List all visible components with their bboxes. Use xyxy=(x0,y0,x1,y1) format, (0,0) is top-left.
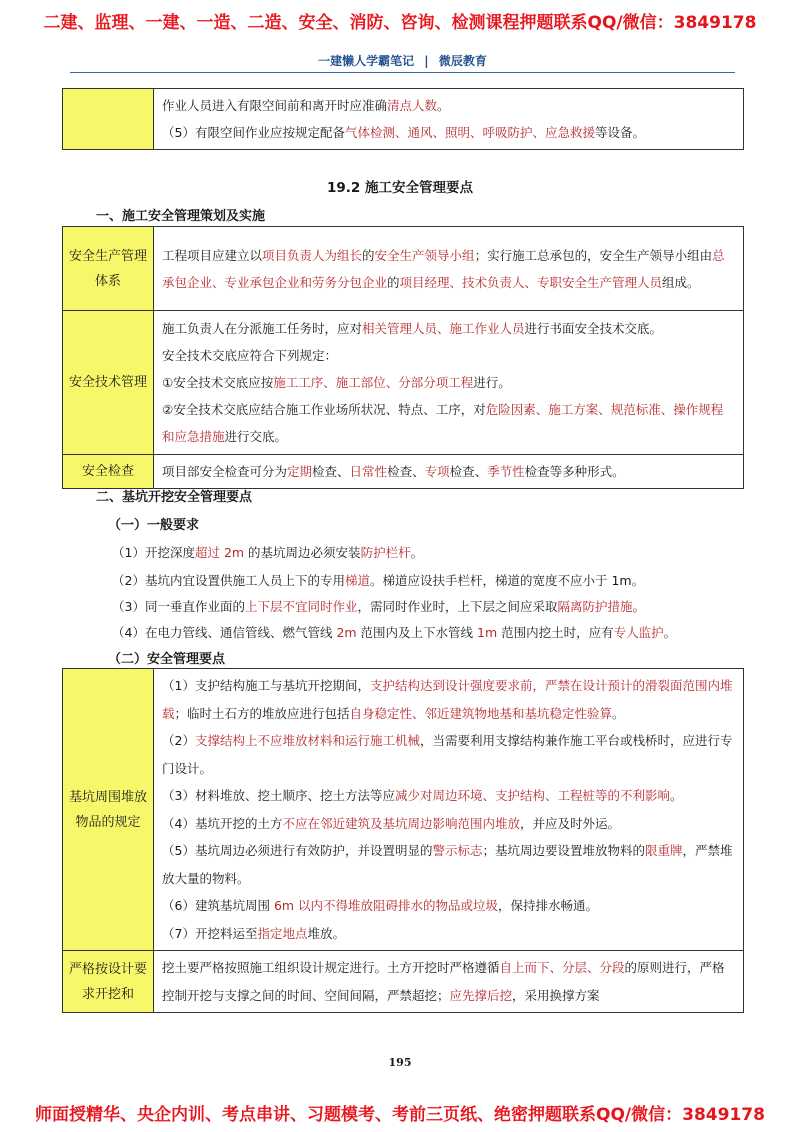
highlight-run: 专项 xyxy=(424,464,450,479)
text-run: ②安全技术交底应结合施工作业场所状况、特点、工序，对 xyxy=(162,402,486,417)
highlight-run: 项目负责人为组长 xyxy=(262,247,363,263)
general-item-2 xyxy=(112,571,644,589)
text-run: 作业人员进入有限空间前和离开时应准确 xyxy=(162,98,388,113)
category-cell: 严格按设计要求开挖和 xyxy=(63,951,154,1013)
highlight-run: 施工工序、施工部位、分部分项工程 xyxy=(273,375,474,390)
list-item xyxy=(162,727,735,782)
list-item xyxy=(162,315,735,342)
continuation-table xyxy=(62,88,744,150)
highlight-run: 支撑结构上不应堆放材料和运行施工机械 xyxy=(194,733,420,748)
general-item-4 xyxy=(112,623,676,641)
text-run: （2） xyxy=(162,733,195,748)
text-run: （3）材料堆放、挖土顺序、挖土方法等应 xyxy=(162,788,395,803)
highlight-run: 不应在邻近建筑及基坑周边影响范围内堆放 xyxy=(282,815,520,831)
text-run: 范围内及上下水管线 xyxy=(356,625,478,640)
text-run: （2）基坑内宜设置供施工人员上下的专用 xyxy=(112,573,345,588)
highlight-run: 警示标志 xyxy=(432,843,483,858)
text-run: 。 xyxy=(663,625,677,640)
highlight-run: 自上而下、分层、分段 xyxy=(499,960,625,975)
text-run: ，当需要利用支撑结构兼作施工平台或栈桥时，应进行专门设计。 xyxy=(162,733,733,776)
text-run: ，需同时作业时，上下层之间应采取 xyxy=(357,599,558,614)
bottom-banner: 师面授精华、央企内训、考点串讲、习题模考、考前三页纸、绝密押题联系QQ/微信：3849178 xyxy=(35,1105,765,1125)
text-run: 进行交底。 xyxy=(224,429,288,444)
table-row xyxy=(63,455,744,489)
text-run: 组成。 xyxy=(662,274,700,290)
list-item xyxy=(162,892,735,920)
highlight-run: 自身稳定性、邻近建筑物地基和基坑稳定性验算 xyxy=(349,705,613,721)
content-cell xyxy=(154,227,744,311)
text-run: 等设备。 xyxy=(594,125,645,140)
text-run: ，并应及时外运。 xyxy=(519,815,620,831)
highlight-run: 6m 以内不得堆放阻碍排水的物品或垃圾 xyxy=(273,898,499,913)
text-run: ；临时土石方的堆放应进行包括 xyxy=(174,705,350,721)
header-right: 微辰教育 xyxy=(438,54,487,68)
highlight-run: 日常性 xyxy=(349,464,388,479)
content-cell xyxy=(154,311,744,455)
content-cell xyxy=(154,89,744,150)
highlight-run: 指定地点 xyxy=(257,925,308,941)
text-run: 。 xyxy=(632,599,646,614)
highlight-run: 定期 xyxy=(287,464,313,479)
table-row xyxy=(63,89,744,150)
text-run: 检查、 xyxy=(449,464,488,479)
highlight-run: 隔离防护措施 xyxy=(557,599,633,614)
table-row xyxy=(63,951,744,1013)
list-item xyxy=(162,396,735,450)
text-run: 。 xyxy=(612,705,625,721)
highlight-run: 专人监护 xyxy=(613,625,664,640)
section-title: 19.2 施工安全管理要点 xyxy=(326,180,473,196)
text-run: 检查等多种形式。 xyxy=(524,464,625,479)
text-run: （4）基坑开挖的土方 xyxy=(162,815,283,831)
text-run: （1）开挖深度 xyxy=(112,545,195,560)
text-run: 的 xyxy=(362,247,375,263)
general-item-3 xyxy=(112,597,645,615)
header-rule xyxy=(70,72,735,73)
text-run: 项目部安全检查可分为 xyxy=(162,464,288,479)
text-run: 工程项目应建立以 xyxy=(162,247,263,263)
highlight-run: 危险因素、施工方案、规范标准、操作规程和应急措施 xyxy=(162,402,724,444)
text-run: ；基坑周边要设置堆放物料的 xyxy=(482,843,645,858)
highlight-run: 梯道 xyxy=(344,573,370,588)
highlight-run: 季节性 xyxy=(487,464,525,479)
highlight-run: 安全生产领导小组 xyxy=(374,247,475,263)
text-run: 检查、 xyxy=(312,464,350,479)
highlight-run: 相关管理人员、施工作业人员 xyxy=(362,321,525,336)
text-run: ①安全技术交底应按 xyxy=(162,375,274,390)
category-cell: 安全生产管理体系 xyxy=(63,227,154,311)
header-divider: | xyxy=(424,54,429,68)
highlight-run: 上下层不宜同时作业 xyxy=(244,599,358,614)
text-run: 堆放。 xyxy=(307,925,345,941)
text-run: （6）建筑基坑周围 xyxy=(162,898,274,913)
text-run: ，保持排水畅通。 xyxy=(498,898,599,913)
list-item xyxy=(162,782,735,810)
table-row xyxy=(63,227,744,311)
highlight-run: 清点人数 xyxy=(387,98,438,113)
excavation-table xyxy=(62,668,744,1013)
highlight-run: 项目经理、技术负责人、专职安全生产管理人员 xyxy=(399,274,663,290)
text-run: 。梯道应设扶手栏杆，梯道的宽度不应小于 1m。 xyxy=(369,573,645,588)
highlight-run: 应先撑后挖 xyxy=(449,987,513,1003)
general-item-1 xyxy=(112,543,423,561)
text-run: ，严禁堆放大量的物料。 xyxy=(162,843,733,886)
top-banner: 二建、监理、一建、一造、二造、安全、消防、咨询、检测课程押题联系QQ/微信：3849178 xyxy=(43,13,757,33)
page-number: 195 xyxy=(388,1056,412,1069)
text-run: 的原则进行，严格控制开挖与支撑之间的时间、空间间隔，严禁超挖； xyxy=(162,960,725,1003)
list-item xyxy=(162,672,735,727)
list-item xyxy=(162,920,735,948)
highlight-run: 防护栏杆 xyxy=(360,545,411,560)
category-cell: 安全检查 xyxy=(63,455,154,489)
category-cell: 安全技术管理 xyxy=(63,311,154,455)
table-row xyxy=(63,311,744,455)
text-run: 进行书面安全技术交底。 xyxy=(524,321,663,336)
header-left: 一建懒人学霸笔记 xyxy=(318,54,415,68)
text-run: 的基坑周边必须安装 xyxy=(244,545,361,560)
subheading-general: （一）一般要求 xyxy=(108,518,200,533)
text-run: 。 xyxy=(437,98,450,113)
text-run: （4）在电力管线、通信管线、燃气管线 xyxy=(112,625,337,640)
list-item xyxy=(162,342,735,369)
text-run: ；实行施工总承包的，安全生产领导小组由 xyxy=(474,247,713,263)
text-run: 安全技术交底应符合下列规定： xyxy=(162,348,338,363)
text-run: 进行。 xyxy=(473,375,511,390)
highlight-run: 超过 2m xyxy=(194,545,245,560)
highlight-run: 气体检测、通风、照明、呼吸防护、应急救援 xyxy=(344,125,595,140)
list-item xyxy=(162,369,735,396)
planning-table xyxy=(62,226,744,489)
text-run: 挖土要严格按照施工组织设计规定进行。土方开挖时严格遵循 xyxy=(162,960,500,975)
category-cell: 基坑周围堆放物品的规定 xyxy=(63,669,154,951)
text-run: ，采用换撑方案 xyxy=(512,987,600,1003)
text-run: 施工负责人在分派施工任务时，应对 xyxy=(162,321,363,336)
text-run: 。 xyxy=(410,545,424,560)
highlight-run: 总承包企业、专业承包企业和劳务分包企业 xyxy=(162,247,725,290)
running-header xyxy=(70,52,735,69)
list-item xyxy=(162,810,735,838)
content-cell xyxy=(154,951,744,1013)
subheading-management: （二）安全管理要点 xyxy=(108,652,226,667)
table1-line-0 xyxy=(162,92,735,119)
list-item xyxy=(162,837,735,892)
text-run: （7）开挖料运至 xyxy=(162,925,258,941)
highlight-run: 限重牌 xyxy=(645,843,683,858)
text-run: （3）同一垂直作业面的 xyxy=(112,599,245,614)
table-row xyxy=(63,669,744,951)
text-run: 范围内挖土时，应有 xyxy=(497,625,614,640)
text-run: （1）支护结构施工与基坑开挖期间， xyxy=(162,678,370,693)
highlight-run: 2m xyxy=(336,625,357,640)
text-run: 检查、 xyxy=(387,464,425,479)
text-run: （5）基坑周边必须进行有效防护，并设置明显的 xyxy=(162,843,433,858)
table1-line-1 xyxy=(162,119,735,146)
highlight-run: 支护结构达到设计强度要求前，严禁在设计预计的滑裂面范围内堆载 xyxy=(162,678,733,721)
content-cell xyxy=(154,669,744,951)
text-run: （5）有限空间作业应按规定配备 xyxy=(162,125,345,140)
highlight-run: 减少对周边环境、支护结构、工程桩等的不利影响 xyxy=(394,788,670,803)
heading-1: 一、施工安全管理策划及实施 xyxy=(96,209,266,224)
category-cell xyxy=(63,89,154,150)
text-run: 的 xyxy=(387,274,400,290)
content-cell xyxy=(154,455,744,489)
heading-2: 二、基坑开挖安全管理要点 xyxy=(96,490,253,505)
highlight-run: 1m xyxy=(477,625,498,640)
text-run: 。 xyxy=(669,788,683,803)
